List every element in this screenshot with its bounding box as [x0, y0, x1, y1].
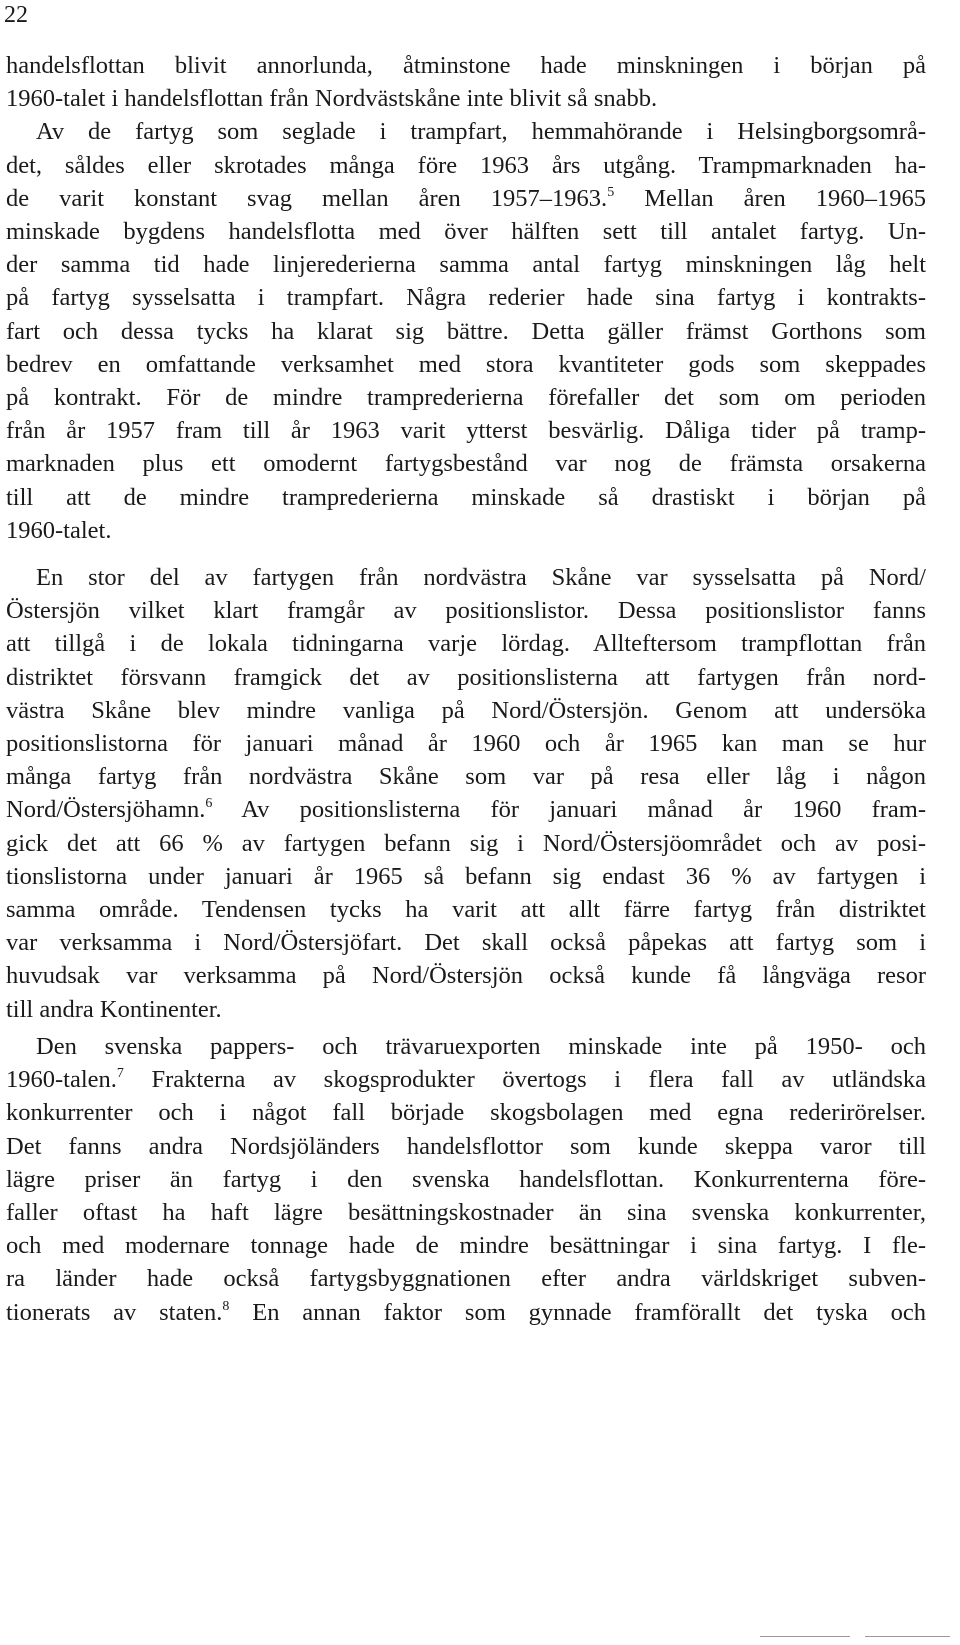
- footnote-ref-7: 7: [116, 1066, 124, 1082]
- text-segment: Mellan åren 1960–1965: [614, 184, 927, 212]
- text-line: fart och dessa tycks ha klarat sig bättre. Detta gäller främst Gorthons som: [6, 317, 926, 345]
- text-line: var verksamma i Nord/Östersjöfart. Det skall också påpekas att fartyg som i: [6, 929, 926, 957]
- text-line: distriktet försvann framgick det av positionslisterna att fartygen från nord-: [6, 663, 926, 691]
- page-number: 22: [4, 2, 28, 28]
- text-line: att tillgå i de lokala tidningarna varje lördag. Allteftersom trampflottan från: [6, 630, 926, 658]
- text-line: västra Skåne blev mindre vanliga på Nord/Östersjön. Genom att undersöka: [6, 696, 926, 724]
- text-line: handelsflottan blivit annorlunda, åtminstone hade minskningen i början på: [6, 52, 926, 79]
- text-line: samma område. Tendensen tycks ha varit att allt färre fartyg från distriktet: [6, 896, 926, 924]
- text-line: [6, 182, 926, 215]
- footnote-ref-8: 8: [222, 1298, 230, 1314]
- footer-rule: [760, 1636, 850, 1637]
- text-segment: de varit konstant svag mellan åren 1957–1963.: [6, 184, 608, 212]
- text-line: marknaden plus ett omodernt fartygsbestånd var nog de främsta orsakerna: [6, 450, 926, 478]
- text-line: 1960-talet.: [6, 516, 112, 544]
- text-line: det, såldes eller skrotades många före 1963 års utgång. Trampmarknaden ha-: [6, 151, 926, 179]
- footnote-ref-5: 5: [607, 184, 615, 200]
- text-segment: Av positionslisterna för januari månad år 1960 fram-: [212, 796, 926, 824]
- text-line: tionslistorna under januari år 1965 så befann sig endast 36 % av fartygen i: [6, 862, 926, 890]
- text-line: huvudsak var verksamma på Nord/Östersjön också kunde få långväga resor: [6, 962, 926, 990]
- text-line: på fartyg sysselsatta i trampfart. Några rederier hade sina fartyg i kontrakts-: [6, 284, 926, 312]
- text-line: till andra Kontinenter.: [6, 995, 222, 1023]
- text-line: Den svenska pappers- och trävaruexporten minskade inte på 1950- och: [36, 1032, 926, 1060]
- text-line: och med modernare tonnage hade de mindre besättningar i sina fartyg. I fle-: [6, 1232, 926, 1260]
- body-text: [6, 49, 926, 1329]
- text-line: 1960-talet i handelsflottan från Nordvästskåne inte blivit så snabb.: [6, 85, 658, 113]
- text-line: der samma tid hade linjerederierna samma antal fartyg minskningen låg helt: [6, 251, 926, 279]
- text-line: till att de mindre tramprederierna minskade så drastiskt i början på: [6, 483, 926, 511]
- text-segment: 1960-talen.: [6, 1066, 117, 1094]
- text-line: lägre priser än fartyg i den svenska handelsflottan. Konkurrenterna före-: [6, 1165, 926, 1193]
- text-line: gick det att 66 % av fartygen befann sig i Nord/Östersjöområdet och av posi-: [6, 829, 926, 857]
- footer-rule: [865, 1636, 950, 1637]
- text-line: ra länder hade också fartygsbyggnationen efter andra världskriget subven-: [6, 1265, 926, 1293]
- text-line: minskade bygdens handelsflotta med över hälften sett till antalet fartyg. Un-: [6, 218, 926, 246]
- text-line: Av de fartyg som seglade i trampfart, hemmahörande i Helsingborgsområ-: [36, 118, 926, 146]
- paragraph-1: [6, 49, 926, 115]
- text-line: bedrev en omfattande verksamhet med stora kvantiteter gods som skeppades: [6, 350, 926, 378]
- paragraph-2: [6, 115, 926, 547]
- text-line: många fartyg från nordvästra Skåne som var på resa eller låg i någon: [6, 763, 926, 791]
- text-line: [6, 1296, 926, 1329]
- text-line: [6, 793, 926, 826]
- text-line: Det fanns andra Nordsjöländers handelsflottor som kunde skeppa varor till: [6, 1132, 926, 1160]
- footnote-ref-6: 6: [205, 796, 213, 812]
- text-segment: tionerats av staten.: [6, 1298, 223, 1326]
- paragraph-3: [6, 561, 926, 1026]
- paragraph-4: [6, 1030, 926, 1329]
- text-line: faller oftast ha haft lägre besättningskostnader än sina svenska konkurrenter,: [6, 1198, 926, 1226]
- text-line: från år 1957 fram till år 1963 varit ytterst besvärlig. Dåliga tider på tramp-: [6, 417, 926, 445]
- text-line: [6, 1063, 926, 1096]
- text-line: En stor del av fartygen från nordvästra Skåne var sysselsatta på Nord/: [36, 564, 926, 592]
- text-line: Östersjön vilket klart framgår av positionslistor. Dessa positionslistor fanns: [6, 597, 926, 625]
- text-line: positionslistorna för januari månad år 1960 och år 1965 kan man se hur: [6, 730, 926, 758]
- text-line: på kontrakt. För de mindre tramprederierna förefaller det som om perioden: [6, 384, 926, 412]
- text-segment: Nord/Östersjöhamn.: [6, 796, 206, 824]
- text-segment: Frakterna av skogsprodukter övertogs i flera fall av utländska: [123, 1066, 926, 1094]
- text-line: konkurrenter och i något fall började skogsbolagen med egna rederirörelser.: [6, 1099, 926, 1127]
- text-segment: En annan faktor som gynnade framförallt det tyska och: [229, 1298, 926, 1326]
